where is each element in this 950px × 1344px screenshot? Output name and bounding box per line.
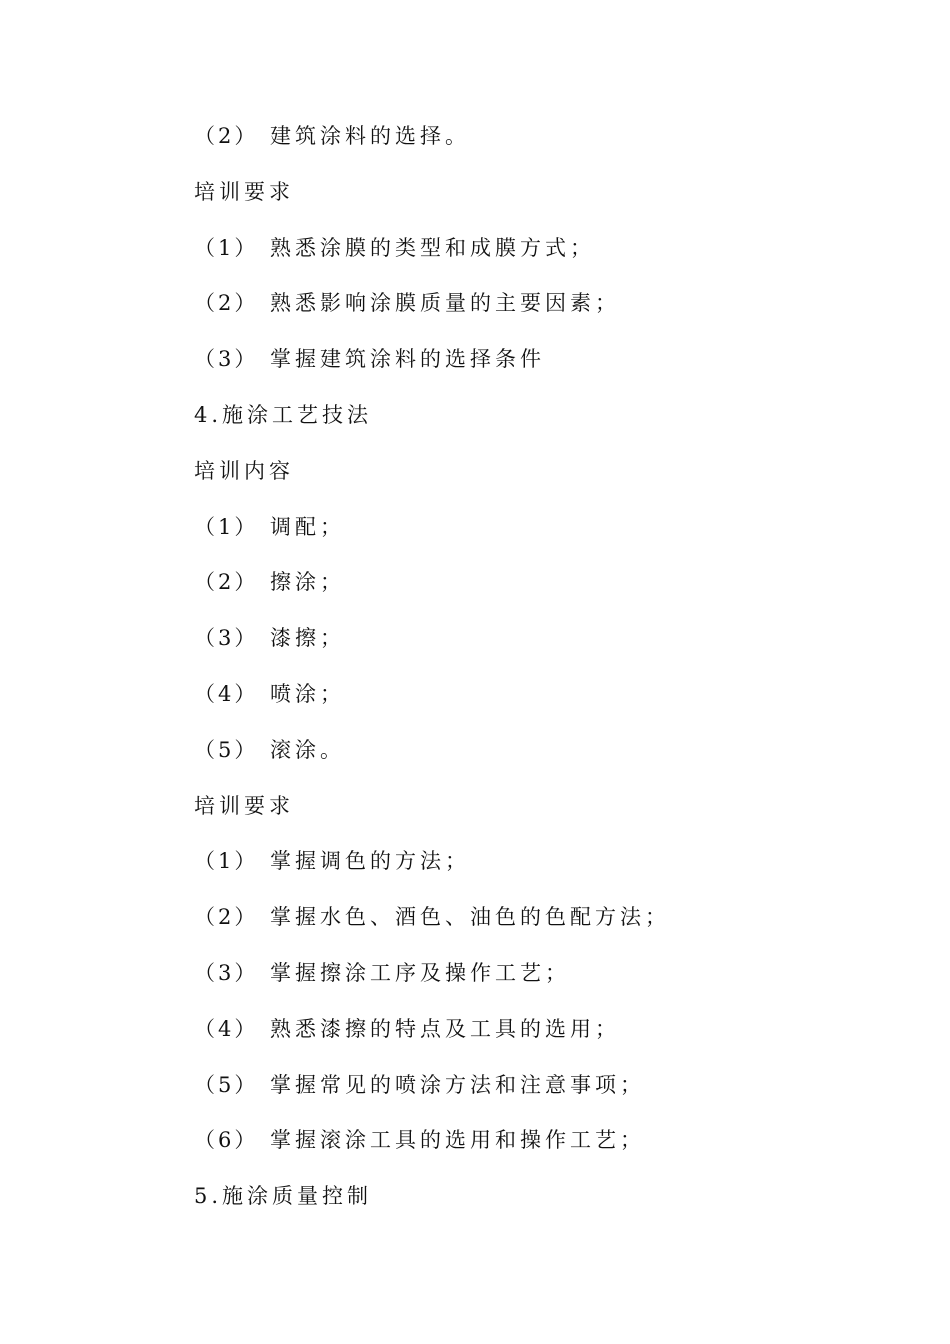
section-heading (194, 397, 914, 453)
heading-text: 4.施涂工艺技法 (194, 402, 373, 427)
item-text: 滚涂。 (270, 737, 345, 762)
item-text: 掌握滚涂工具的选用和操作工艺； (270, 1128, 645, 1153)
item-number: （1） (194, 235, 259, 260)
item-number: （4） (194, 681, 259, 706)
list-item (194, 285, 914, 341)
item-number: （1） (194, 514, 259, 539)
heading-text: 培训内容 (194, 458, 294, 483)
list-item (194, 620, 914, 676)
item-text: 喷涂； (270, 681, 345, 706)
list-item (194, 341, 914, 397)
item-number: （6） (194, 1128, 259, 1153)
item-text: 掌握常见的喷涂方法和注意事项； (270, 1072, 645, 1097)
section-heading (194, 453, 914, 509)
heading-text: 5.施涂质量控制 (194, 1184, 373, 1209)
item-text: 掌握调色的方法； (270, 849, 470, 874)
item-number: （3） (194, 960, 259, 985)
list-item (194, 564, 914, 620)
item-text: 熟悉漆擦的特点及工具的选用； (270, 1016, 620, 1041)
list-item (194, 843, 914, 899)
document-body (194, 118, 914, 1234)
item-text: 漆擦； (270, 626, 345, 651)
item-number: （2） (194, 905, 259, 930)
item-number: （4） (194, 1016, 259, 1041)
item-text: 掌握水色、酒色、油色的色配方法； (270, 905, 670, 930)
item-number: （2） (194, 291, 259, 316)
list-item (194, 899, 914, 955)
section-heading (194, 174, 914, 230)
list-item (194, 676, 914, 732)
list-item (194, 230, 914, 286)
item-text: 掌握建筑涂料的选择条件 (270, 347, 545, 372)
list-item (194, 1122, 914, 1178)
item-number: （1） (194, 849, 259, 874)
list-item (194, 955, 914, 1011)
section-heading (194, 1178, 914, 1234)
item-number: （2） (194, 124, 259, 148)
item-number: （5） (194, 737, 259, 762)
item-text: 掌握擦涂工序及操作工艺； (270, 960, 570, 985)
section-heading (194, 788, 914, 844)
list-item (194, 509, 914, 565)
item-number: （2） (194, 570, 259, 595)
list-item (194, 1011, 914, 1067)
list-item (194, 732, 914, 788)
item-text: 擦涂； (270, 570, 345, 595)
item-number: （3） (194, 347, 259, 372)
item-text: 建筑涂料的选择。 (270, 124, 470, 148)
item-text: 熟悉涂膜的类型和成膜方式； (270, 235, 595, 260)
list-item (194, 118, 914, 174)
heading-text: 培训要求 (194, 179, 294, 204)
item-number: （3） (194, 626, 259, 651)
item-number: （5） (194, 1072, 259, 1097)
list-item (194, 1067, 914, 1123)
item-text: 调配； (270, 514, 345, 539)
heading-text: 培训要求 (194, 793, 294, 818)
item-text: 熟悉影响涂膜质量的主要因素； (270, 291, 620, 316)
